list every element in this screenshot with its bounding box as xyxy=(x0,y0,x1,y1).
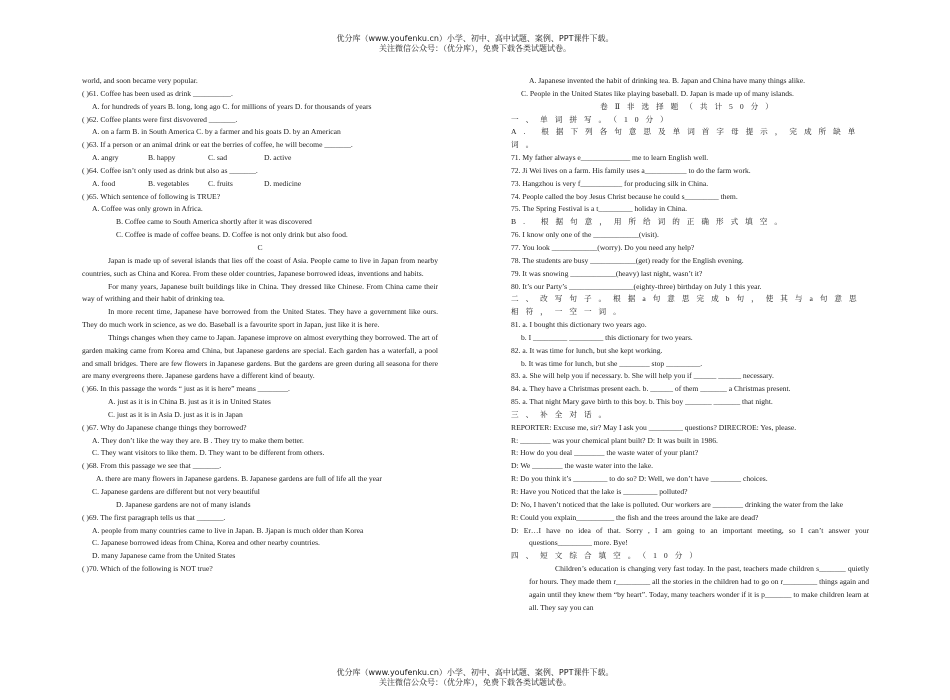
question-62-options: A. on a farm B. in South America C. by a farmer and his goats D. by an American xyxy=(92,127,341,137)
option: C. sad xyxy=(208,153,227,163)
question-69-option-c: C. Japanese borrowed ideas from China, Korea and other nearby countries. xyxy=(92,538,320,548)
section-1b-instruction: B. 根据句意，用所给词的正确形式填空。 xyxy=(511,217,789,227)
section-4-title: 四、短文综合填空。（10分） xyxy=(511,551,704,561)
item-79: 79. It was snowing ____________(heavy) last night, wasn’t it? xyxy=(511,268,703,278)
question-67: ( )67. Why do Japanese change things they borrowed? xyxy=(82,422,247,432)
question-70-options-ab: A. Japanese invented the habit of drinking tea. B. Japan and China have many things alike. xyxy=(529,76,806,85)
question-70-options-cd: C. People in the United States like playing baseball. D. Japan is made up of many islands. xyxy=(521,88,794,98)
option: C. fruits xyxy=(208,178,233,188)
question-69-option-d: D. many Japanese came from the United States xyxy=(92,551,236,561)
question-63-options xyxy=(82,152,438,165)
question-66-options-cd: C. just as it is in Asia D. just as it is in Japan xyxy=(108,409,243,419)
dialogue-line-4: D: We ________ the waste water into the lake. xyxy=(511,461,654,471)
item-81b: b. I _________ _________ this dictionary for two years. xyxy=(521,332,693,342)
option: B. happy xyxy=(148,153,176,163)
section-4-passage: Children’s education is changing very fast today. In the past, teachers made children s_______ quietly for hours. They made them r_________ all the stories in the children had to go on r_________ things again and again until they knew them “by heart”. Today, many teachers wonder if it is p_______ to make children learn at all. They say you can xyxy=(529,564,869,612)
item-84: 84. a. They have a Christmas present each. b. ______ of them _______ a Christmas present. xyxy=(511,384,791,394)
question-68: ( )68. From this passage we see that _______. xyxy=(82,461,222,471)
item-76: 76. I know only one of the ____________(visit). xyxy=(511,230,659,240)
passage-b-ending: world, and soon became very popular. xyxy=(82,76,198,85)
dialogue-line-6: R: Have you Noticed that the lake is _________ polluted? xyxy=(511,487,688,496)
option: D. medicine xyxy=(264,178,302,188)
page-header xyxy=(0,34,950,54)
item-72: 72. Ji Wei lives on a farm. His family uses a___________ to do the farm work. xyxy=(511,165,751,175)
option: A. food xyxy=(92,178,116,188)
dialogue-line-7: D: No, I haven’t noticed that the lake is polluted. Our workers are ________ drinking the water from the lake xyxy=(511,499,843,509)
option: A. angry xyxy=(92,153,119,163)
item-77: 77. You look ____________(worry). Do you need any help? xyxy=(511,242,695,252)
item-85: 85. a. That night Mary gave birth to this boy. b. This boy _______ _______ that night. xyxy=(511,397,773,407)
dialogue-line-2: R: ________ was your chemical plant built? D: It was built in 1986. xyxy=(511,435,718,445)
question-61-options: A. for hundreds of years B. long, long ago C. for millions of years D. for thousands of years xyxy=(92,101,372,111)
item-75: 75. The Spring Festival is a t_________ holiday in China. xyxy=(511,204,687,214)
section-3-title: 三、补全对话。 xyxy=(511,409,614,419)
item-82a: 82. a. It was time for lunch, but she kept working. xyxy=(511,345,663,355)
part-two-title: 卷Ⅱ非选择题（共计50分） xyxy=(600,101,780,111)
question-65-option-b: B. Coffee came to South America shortly after it was discovered xyxy=(116,217,312,227)
question-61: ( )61. Coffee has been used as drink __________. xyxy=(82,88,233,98)
item-80: 80. It’s our Party’s _________________(eighty-three) birthday on July 1 this year. xyxy=(511,281,762,291)
dialogue-line-3: R: How do you deal ________ the waste water of your plant? xyxy=(511,448,699,458)
item-81a: 81. a. I bought this dictionary two years ago. xyxy=(511,320,647,330)
option: D. active xyxy=(264,153,292,163)
dialogue-line-1: REPORTER: Excuse me, sir? May I ask you _________ questions? DIRECROE: Yes, please. xyxy=(511,422,797,432)
footer-line-1: 优分库（www.youfenku.cn）小学、初中、高中试题、案例、PPT课件下载。 xyxy=(336,668,614,677)
page-footer xyxy=(0,668,950,688)
passage-c-paragraph-4: Things changes when they came to Japan. Japanese improve on almost everything they borrowed. The art of garden making came from Korea amd China, but Japanese gardens are special. Each garden has a waterfall, a pool and small bridges. There are few flowers in Japanese gardens. But the gardens are green during all seasona for there are many evergreens there. Japanese gardens have a different kind of beauty. xyxy=(82,332,438,381)
item-73: 73. Hangzhou is very f___________ for producing silk in China. xyxy=(511,178,709,188)
passage-c-paragraph-3: In more recent time, Japanese have borrowed from the United States. They have a government like ours. They do much work in science, as we do. Baseball is a favourite sport in Japan, just like it is here. xyxy=(82,307,438,330)
dialogue-line-9: D: Er…I have no idea of that. Sorry , I am going to an important meeting, so I can’t answer your questions_________ more. Bye! xyxy=(511,525,869,548)
item-82b: b. It was time for lunch, but she ________ stop _________. xyxy=(521,358,703,368)
question-68-option-c: C. Japanese gardens are different but not very beautiful xyxy=(92,487,260,496)
question-66-options-ab: A. just as it is in China B. just as it is in United States xyxy=(108,397,271,407)
item-71: 71. My father always e_____________ me to learn English well. xyxy=(511,153,709,163)
section-1a-instruction: A. 根据下列各句意思及单词首字母提示，完成所缺单词。 xyxy=(511,127,863,150)
question-66: ( )66. In this passage the words “ just as it is here” means ________. xyxy=(82,384,290,394)
item-74: 74. People called the boy Jesus Christ because he could s_________ them. xyxy=(511,191,738,201)
passage-c-paragraph-2: For many years, Japanese built buildings like in China. They dressed like Chinese. From China came their way of writhing and their habit of drinking tea. xyxy=(82,281,438,304)
question-65-option-a: A. Coffee was only grown in Africa. xyxy=(92,204,203,214)
section-2-title: 二、改写句子。根据a句意思完成b句，使其与a句意思相符，一空一词。 xyxy=(511,294,864,317)
item-78: 78. The students are busy ____________(get) ready for the English evening. xyxy=(511,255,744,265)
question-65: ( )65. Which sentence of following is TRUE? xyxy=(82,191,221,201)
left-column xyxy=(82,75,438,576)
question-69: ( )69. The first paragraph tells us that _______. xyxy=(82,512,226,522)
question-67-options-cd: C. They want visitors to like them. D. They want to be different from others. xyxy=(92,448,325,458)
question-63: ( )63. If a person or an animal drink or eat the berries of coffee, he will become _______. xyxy=(82,140,353,150)
question-68-option-d: D. Japanese gardens are not of many islands xyxy=(116,499,251,509)
dialogue-line-8: R: Could you explain__________ the fish and the trees around the lake are dead? xyxy=(511,512,759,522)
option: B. vegetables xyxy=(148,178,189,188)
question-68-options-ab: A. there are many flowers in Japanese gardens. B. Japanese gardens are full of life all the year xyxy=(96,474,382,484)
question-67-options-ab: A. They don’t like the way they are. B . They try to make them better. xyxy=(92,435,304,445)
question-64: ( )64. Coffee isn’t only used as drink but also as _______. xyxy=(82,165,258,175)
question-64-options xyxy=(82,178,438,191)
question-69-options-ab: A. people from many countries came to live in Japan. B. Jjapan is much older than Korea xyxy=(92,525,364,535)
footer-line-2: 关注微信公众号：（优分库），免费下载各类试题试卷。 xyxy=(379,678,571,687)
passage-c-label: C xyxy=(257,242,263,252)
question-62: ( )62. Coffee plants were first disvovered _______. xyxy=(82,114,238,124)
passage-c-paragraph-1: Japan is made up of several islands that lies off the coast of Asia. People came to live in Japan from nearby countries, such as China and Korea. From these older countries, Japanese borrowed ideas, inventions and habits. xyxy=(82,255,438,278)
dialogue-line-5: R: Do you think it’s _________ to do so? D: Well, we don’t have ________ choices. xyxy=(511,474,768,484)
header-line-2: 关注微信公众号：（优分库），免费下载各类试题试卷。 xyxy=(379,44,571,53)
section-1-title: 一、单词拼写。（10分） xyxy=(511,114,675,124)
question-70: ( )70. Which of the following is NOT true? xyxy=(82,564,213,574)
right-column xyxy=(511,75,869,614)
header-line-1: 优分库（www.youfenku.cn）小学、初中、高中试题、案例、PPT课件下载。 xyxy=(336,34,614,43)
question-65-option-cd: C. Coffee is made of coffee beans. D. Coffee is not only drink but also food. xyxy=(116,230,348,240)
item-83: 83. a. She will help you if necessary. b. She will help you if ______ ______ necessary. xyxy=(511,371,774,381)
